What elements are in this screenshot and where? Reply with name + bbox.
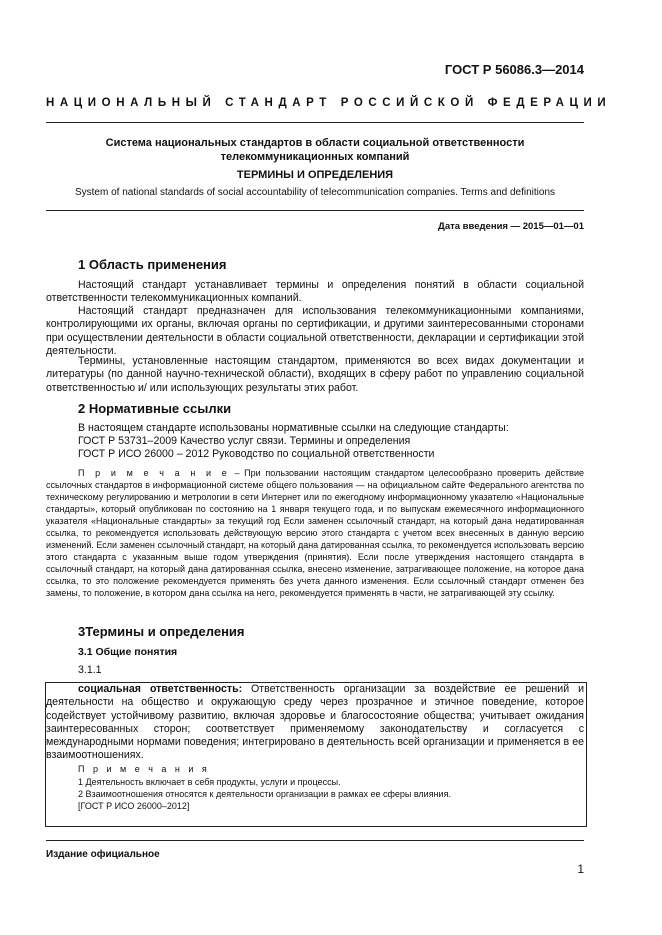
section2-note-text: – При пользовании настоящим стандартом целесообразно проверить действие ссылочных стандартов в информационной системе общего пользования — на официальном сайте Федерального агентства по техническому регулированию и метрологии в сети Интернет или по ежегодному информационному указателю «Национальные стандарты», который опубликован по состоянию на 1 января текущего года, и по выпускам ежемесячного информационного указателя «Национальные стандарты» за текущий год Если заменен ссылочный стандарт, на который дана недатированная ссылка, то рекомендуется использовать действующую версию этого стандарта с учетом всех внесенных в данную версию изменений. Если заменен ссылочный стандарт, на который дана датированная ссылка, то рекомендуется использовать версию этого стандарта с указанным выше годом утверждения (принятия). Если после утверждения настоящего стандарта в ссылочный стандарт, на который дана датированная ссылка, внесено изменение, затрагивающее положение, на которое дана ссылка, то это положение рекомендуется применять без учета данного изменения. Если ссылочный стандарт отменен без замены, то положение, в котором дана ссылка на него, рекомендуется применять в части, не затрагивающей эту ссылку. — [46, 468, 584, 598]
section2-heading: 2 Нормативные ссылки — [78, 401, 232, 416]
section1-paragraph2: Настоящий стандарт предназначен для использования телекоммуникационными компаниями, контролирующими их органы, включая органы по сертификации, и другими заинтересованными сторонами при осуществлении деятельности в области социальной ответственности, декларации и сертификации этой деятельности. — [46, 305, 584, 357]
standard-title — [46, 136, 584, 164]
subsection-heading: 3.1 Общие понятия — [78, 646, 178, 658]
term-name: социальная ответственность: — [78, 683, 243, 695]
section2-reference1: ГОСТ Р 53731–2009 Качество услуг связи. Термины и определения — [78, 435, 411, 447]
national-standard-title: НАЦИОНАЛЬНЫЙ СТАНДАРТ РОССИЙСКОЙ ФЕДЕРАЦИИ — [46, 97, 612, 109]
term-definition-text: Ответственность организации за воздействие ее решений и деятельности на общество и окружающую среду через прозрачное и этичное поведение, которое содействует устойчивому развитию, включая здоровье и благосостояние общества; учитывает ожидания заинтересованных сторон; соответствует применяемому законодательству и согласуется с международными нормами поведения; интегрировано в деятельность всей организации и применяется в ее взаимоотношениях. — [46, 683, 584, 762]
section2-note-label: П р и м е ч а н и е — [78, 468, 230, 478]
section1-paragraph1: Настоящий стандарт устанавливает термины и определения понятий в области социальной ответственности телекоммуникационных компаний. — [46, 279, 584, 305]
term-number: 3.1.1 — [78, 664, 102, 676]
term-notes-label: П р и м е ч а н и я — [78, 764, 210, 774]
section2-note — [46, 467, 584, 599]
section2-line1: В настоящем стандарте использованы нормативные ссылки на следующие стандарты: — [78, 422, 509, 434]
edition-label: Издание официальное — [46, 849, 160, 860]
page-number: 1 — [577, 862, 584, 876]
standard-title-line2: телекоммуникационных компаний — [220, 151, 410, 163]
standard-title-line1: Система национальных стандартов в области социальной ответственности — [105, 137, 525, 149]
standard-title-english: System of national standards of social accountability of telecommunication companies. Terms and definitions — [74, 187, 556, 198]
term-note2: 2 Взаимоотношения относятся к деятельности организации в рамках ее сферы влияния. — [78, 789, 451, 799]
section3-heading: 3Термины и определения — [78, 624, 245, 639]
title-rule — [46, 210, 584, 211]
term-definition — [46, 683, 584, 763]
introduction-date: Дата введения — 2015—01—01 — [438, 221, 584, 232]
header-rule — [46, 122, 584, 123]
document-code: ГОСТ Р 56086.3—2014 — [444, 62, 584, 77]
term-note1: 1 Деятельность включает в себя продукты, услуги и процессы. — [78, 777, 341, 787]
standard-subtitle: ТЕРМИНЫ И ОПРЕДЕЛЕНИЯ — [236, 169, 394, 181]
section2-reference2: ГОСТ Р ИСО 26000 – 2012 Руководство по социальной ответственности — [78, 448, 435, 460]
section1-heading: 1 Область применения — [78, 257, 227, 272]
footer-rule — [46, 840, 584, 841]
section1-paragraph3: Термины, установленные настоящим стандартом, применяются во всех видах документации и литературы (по данной научно-технической области), входящих в сферу работ по управлению социальной ответственностью и/ или использующих результаты этих работ. — [46, 355, 584, 394]
term-source: [ГОСТ Р ИСО 26000–2012] — [78, 801, 190, 811]
